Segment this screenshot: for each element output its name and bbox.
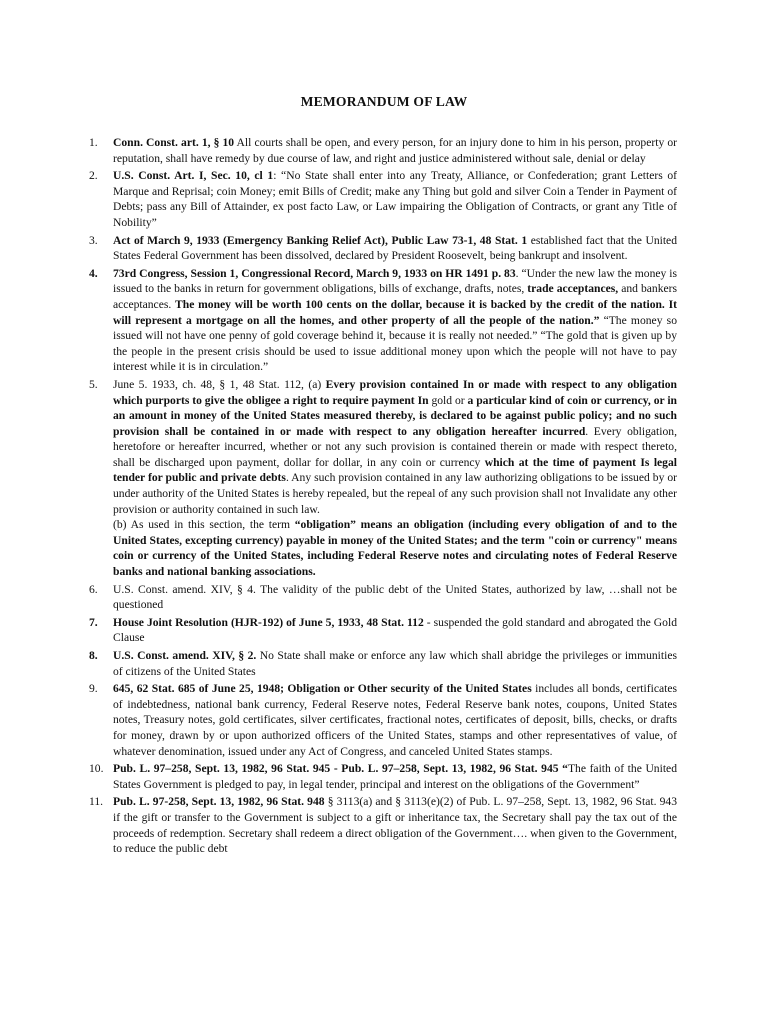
- item-text: [113, 135, 677, 166]
- list-item: [0, 794, 677, 856]
- body-text: . Any such provision contained in any law authorizing obligations to be issued by or under authority of the United States is hereby repealed, but the repeal of any such provision shall not Invalidate any other provision or authority contained in such law.: [113, 471, 677, 516]
- body-text: . “Under the new law the money is issued to the banks in return for government obligations, bills of exchange, drafts, notes,: [113, 266, 677, 296]
- list-item: [0, 266, 677, 375]
- item-number: 7.: [89, 615, 98, 629]
- body-text: U.S. Const. amend. XIV, § 4. The validity of the public debt of the United States, authorized by law, …shall not be questioned: [113, 582, 677, 612]
- body-text: and bankers acceptances.: [113, 282, 678, 311]
- body-text: All courts shall be open, and every person, for an injury done to him in his person, property or reputation, shall have remedy by due course of law, and right and justice administered without sale, denial or delay: [113, 136, 677, 165]
- item-number: 1.: [89, 136, 98, 149]
- item-text: [113, 233, 677, 264]
- list-item: [0, 681, 677, 759]
- body-text: established fact that the United States Federal Government has been dissolved, declared by President Roosevelt, being bankrupt and insolvent.: [113, 233, 677, 263]
- item-number: 2.: [89, 169, 98, 183]
- item-text: [113, 168, 677, 230]
- item-number: 5.: [89, 377, 98, 391]
- list-item: [0, 582, 677, 613]
- body-text: (b) As used in this section, the term: [113, 518, 295, 532]
- body-text: : “No State shall enter into any Treaty, Alliance, or Confederation; grant Letters of Marque and Reprisal; coin Money; emit Bills of Credit; make any Thing but gold and silver Coin a Tender in Payment of Debts; pass any Bill of Attainder, ex post facto Law, or Law impairing the Obligation of Contracts, or grant any Title of Nobility”: [113, 169, 678, 229]
- list-item: [0, 377, 677, 580]
- list-item: [0, 168, 677, 230]
- list-item: [0, 615, 677, 646]
- item-text: [113, 377, 677, 517]
- citation-text: The money will be worth 100 cents on the dollar, because it is backed by the credit of the nation. It will represent a mortgage on all the homes, and other property of all the people of the nation.”: [113, 297, 677, 327]
- citation-text: 645, 62 Stat. 685 of June 25, 1948; Obligation or Other security of the United States: [113, 682, 532, 696]
- citation-text: Act of March 9, 1933 (Emergency Banking Relief Act), Public Law 73-1, 48 Stat. 1: [113, 233, 528, 247]
- citation-text: House Joint Resolution (HJR-192) of June 5, 1933, 48 Stat. 112: [113, 615, 424, 629]
- body-text: gold or: [428, 393, 468, 407]
- body-text: - suspended the gold standard and abrogated the Gold Clause: [113, 615, 677, 645]
- item-text: [113, 582, 677, 613]
- citation-text: Every provision contained In or made with respect to any obligation which purports to give the obligee a right to require payment In: [113, 377, 677, 407]
- item-number: 6.: [89, 582, 98, 596]
- body-text: June 5. 1933, ch. 48, § 1, 48 Stat. 112, (a): [113, 377, 326, 391]
- document-title: MEMORANDUM OF LAW: [300, 94, 468, 109]
- citation-text: 73rd Congress, Session 1, Congressional Record, March 9, 1933 on HR 1491 p. 83: [113, 266, 516, 280]
- list-item: [0, 761, 677, 792]
- item-number: 11.: [89, 795, 104, 809]
- citation-text: which at the time of payment Is legal tender for public and private debts: [113, 455, 677, 485]
- citation-text: Conn. Const. art. 1, § 10: [113, 136, 235, 149]
- citation-text: a particular kind of coin or currency, or in an amount in money of the United States measured thereby, is declared to be against public policy; and no such provision shall be contained in or made with respect to any obligation hereafter incurred: [113, 393, 678, 438]
- list-item: [0, 648, 677, 679]
- citation-text: U.S. Const. Art. I, Sec. 10, cl 1: [113, 169, 274, 183]
- item-subparagraph: [113, 517, 677, 579]
- citation-text: U.S. Const. amend. XIV, § 2.: [113, 649, 257, 662]
- body-text: No State shall make or enforce any law which shall abridge the privileges or immunities of citizens of the United States: [113, 649, 678, 678]
- item-number: 8.: [89, 649, 98, 662]
- item-text: [113, 794, 677, 856]
- citation-text: Pub. L. 97-258, Sept. 13, 1982, 96 Stat. 948: [113, 795, 325, 809]
- item-number: 4.: [89, 266, 98, 280]
- definition-text: “obligation” means an obligation (including every obligation of and to the United States, excepting currency) payable in money of the United States; and the term "coin or currency" means coin or currency of the United States, including Federal Reserve notes and circulating notes of Federal Reserve banks and national banking associations.: [113, 518, 677, 579]
- item-text: [113, 266, 677, 375]
- list-item: [0, 135, 677, 166]
- item-text: [113, 761, 677, 792]
- list-item: [0, 233, 677, 264]
- item-text: [113, 615, 677, 646]
- body-text: . Every obligation, heretofore or hereafter incurred, whether or not any such provision is contained therein or made with respect thereto, shall be discharged upon payment, dollar for dollar, in any coin or currency: [113, 424, 677, 469]
- item-text: [113, 648, 677, 679]
- item-number: 3.: [89, 233, 98, 247]
- item-number: 9.: [89, 682, 98, 696]
- citation-text: Pub. L. 97–258, Sept. 13, 1982, 96 Stat. 945 - Pub. L. 97–258, Sept. 13, 1982, 96 Stat. 945 “: [113, 762, 568, 776]
- item-text: [113, 681, 677, 759]
- memorandum-list: [0, 135, 768, 859]
- body-text: The faith of the United States Government is pledged to pay, in legal tender, principal and interest on the obligations of the Government”: [113, 762, 677, 791]
- item-number: 10.: [89, 762, 104, 776]
- body-text: includes all bonds, certificates of indebtedness, national bank currency, Federal Reserve notes, Federal Reserve bank notes, coupons, United States notes, Treasury notes, gold certificates, silver certificates, fractional notes, certificates of deposit, bills, checks, or drafts for money, drawn by or upon authorized officers of the United States, stamps and other representatives of value, of whatever denomination, issued under any Act of Congress, and canceled United States stamps.: [113, 682, 678, 758]
- citation-text: trade acceptances,: [527, 282, 619, 296]
- body-text: § 3113(a) and § 3113(e)(2) of Pub. L. 97–258, Sept. 13, 1982, 96 Stat. 943 if the gift or transfer to the Government is subject to a gift or inheritance tax, the Secretary shall pay the tax out of the proceeds of redemption. Secretary shall redeem a direct obligation of the Government…. when given to the Government, to reduce the public debt: [113, 795, 677, 856]
- body-text: “The money so issued will not have one penny of gold coverage behind it, because it is really not needed.” “The gold that is given up by the people in the present crisis should be used to issue additional money upon which the people will not have to pay interest while it is in circulation.”: [113, 313, 677, 374]
